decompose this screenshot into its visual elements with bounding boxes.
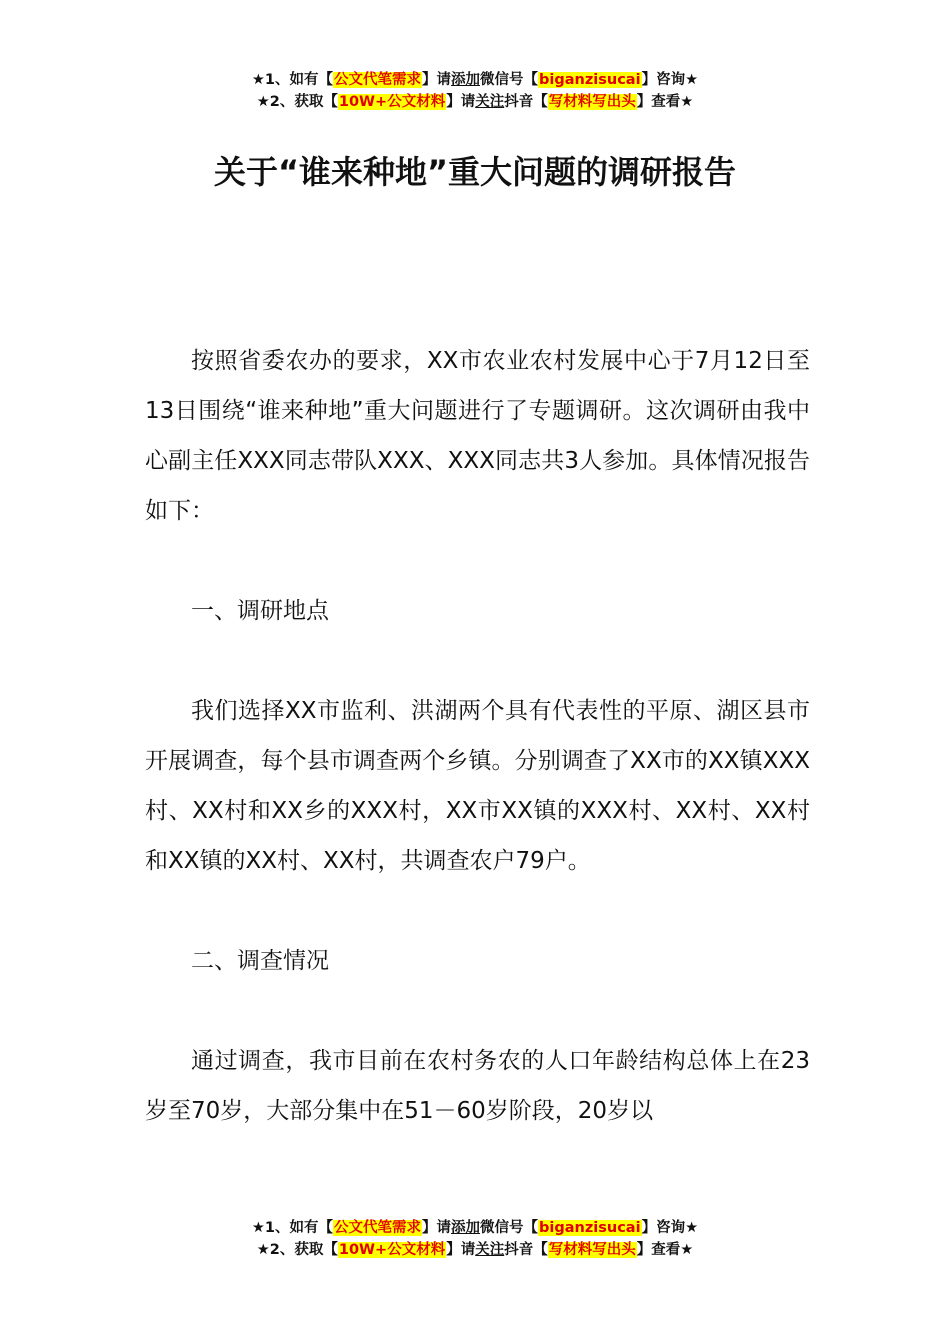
banner-text: 】咨询★ [641, 1220, 699, 1236]
highlight-materials: 10W+公文材料 [338, 94, 446, 110]
highlight-service: 公文代笔需求 [334, 72, 422, 88]
banner-text: 1、如有【 [264, 1220, 334, 1236]
banner-underlined-text: 关注 [475, 1242, 505, 1258]
paragraph-findings: 通过调查，我市目前在农村务农的人口年龄结构总体上在23岁至70岁，大部分集中在51－60岁阶段，20岁以 [145, 1048, 810, 1124]
banner-underlined-text: 添加 [451, 72, 481, 88]
banner-text: 1、如有【 [264, 72, 334, 88]
star-icon: ★ [251, 72, 265, 88]
banner-text: 2、获取【 [269, 94, 338, 110]
highlight-douyin: 写材料写出头 [548, 1242, 636, 1258]
banner-text: 微信号【 [480, 72, 539, 88]
highlight-wechat-id: biganzisucai [539, 72, 641, 88]
section-heading-2: 二、调查情况 [191, 948, 329, 974]
highlight-materials: 10W+公文材料 [338, 1242, 446, 1258]
banner-text: 】请 [422, 1220, 452, 1236]
banner-text: 抖音【 [504, 1242, 548, 1258]
paragraph-intro: 按照省委农办的要求，XX市农业农村发展中心于7月12日至13日围绕“谁来种地”重大问题进行了专题调研。这次调研由我中心副主任XXX同志带队XXX、XXX同志共3人参加。具体情况报告如下： [145, 348, 810, 524]
banner-line-2 [0, 1239, 950, 1261]
banner-text: 】查看★ [636, 1242, 694, 1258]
banner-underlined-text: 关注 [475, 94, 505, 110]
banner-text: 微信号【 [480, 1220, 539, 1236]
highlight-wechat-id: biganzisucai [539, 1220, 641, 1236]
banner-line-2 [0, 91, 950, 113]
section-heading-1: 一、调研地点 [191, 598, 329, 624]
highlight-service: 公文代笔需求 [334, 1220, 422, 1236]
star-icon: ★ [251, 1220, 265, 1236]
header-banner [0, 69, 950, 113]
paragraph-locations: 我们选择XX市监利、洪湖两个具有代表性的平原、湖区县市开展调查，每个县市调查两个乡镇。分别调查了XX市的XX镇XXX村、XX村和XX乡的XXX村，XX市XX镇的XXX村、XX村、XX村和XX镇的XX村、XX村，共调查农户79户。 [145, 698, 810, 874]
banner-text: 抖音【 [504, 94, 548, 110]
banner-line-1 [0, 1217, 950, 1239]
banner-text: 】咨询★ [641, 72, 699, 88]
highlight-douyin: 写材料写出头 [548, 94, 636, 110]
footer-banner [0, 1217, 950, 1261]
document-title: 关于“谁来种地”重大问题的调研报告 [213, 153, 737, 191]
document-body [145, 336, 810, 1136]
star-icon: ★ [256, 94, 270, 110]
banner-text: 2、获取【 [269, 1242, 338, 1258]
banner-underlined-text: 添加 [451, 1220, 481, 1236]
star-icon: ★ [256, 1242, 270, 1258]
banner-line-1 [0, 69, 950, 91]
banner-text: 】请 [446, 1242, 476, 1258]
banner-text: 】请 [422, 72, 452, 88]
banner-text: 】查看★ [636, 94, 694, 110]
banner-text: 】请 [446, 94, 476, 110]
